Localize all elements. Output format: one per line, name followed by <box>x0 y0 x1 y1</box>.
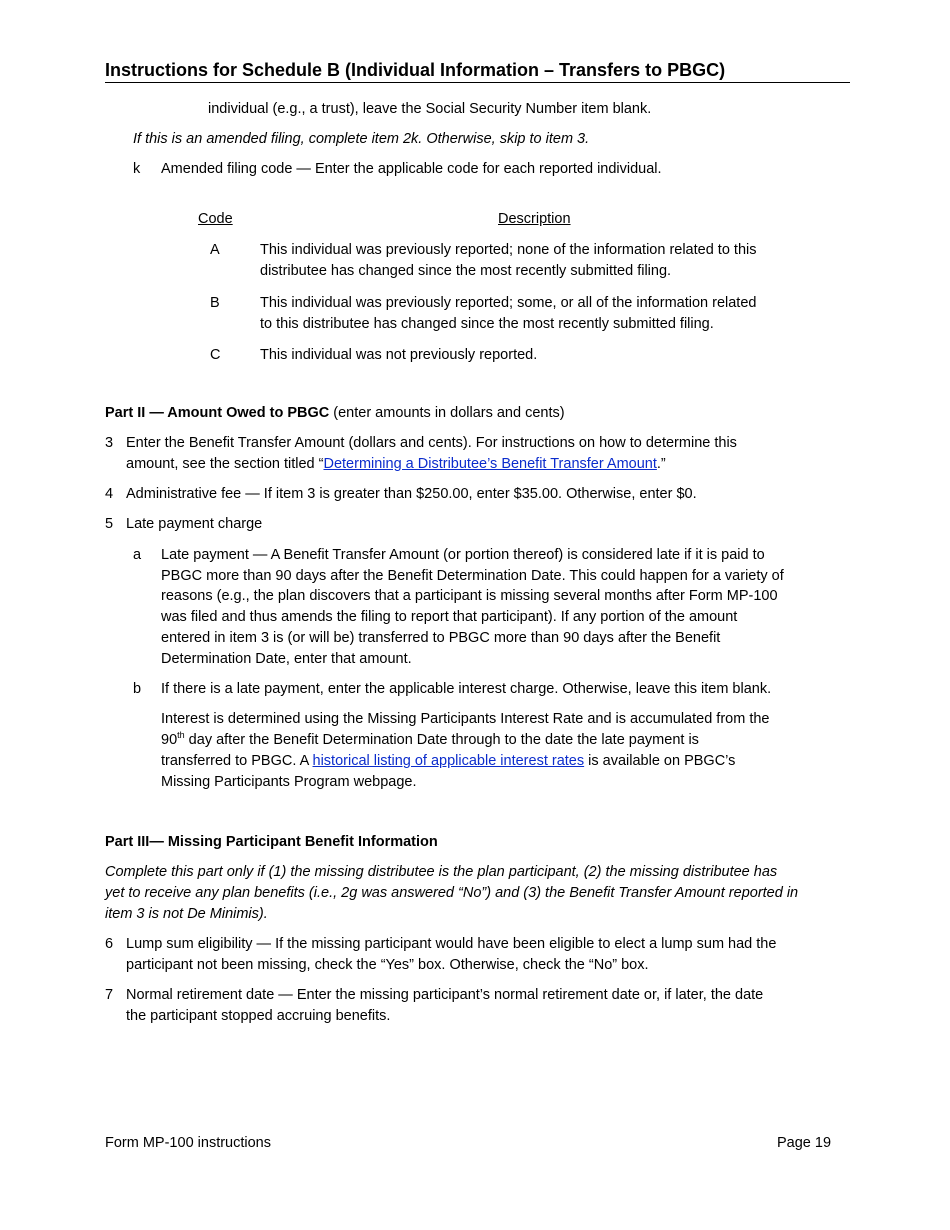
item3-number: 3 <box>105 435 114 451</box>
item5a-line3: reasons (e.g., the plan discovers that a participant is missing several months after Form MP-100 <box>161 588 778 604</box>
part3-title: Part III— Missing Participant Benefit Information <box>105 834 438 850</box>
interest-para-90: 90 <box>161 732 178 748</box>
item5a-line6: Determination Date, enter that amount. <box>161 651 412 667</box>
part3-intro-line3: item 3 is not De Minimis). <box>105 906 268 922</box>
part3-intro-line1: Complete this part only if (1) the missing distributee is the plan participant, (2) the missing distributee has <box>105 864 778 880</box>
item5-text: Late payment charge <box>126 516 263 532</box>
item5b-text: If there is a late payment, enter the applicable interest charge. Otherwise, leave this item blank. <box>161 681 772 697</box>
part2-heading <box>105 403 565 424</box>
item5a-line4: was filed and thus amends the filing to report that participant). If any portion of the amount <box>161 609 738 625</box>
interest-para-line1: Interest is determined using the Missing Participants Interest Rate and is accumulated from the <box>161 711 770 727</box>
item3-line2 <box>126 454 666 475</box>
footer-form-name: Form MP-100 instructions <box>105 1135 271 1151</box>
item5b-letter: b <box>133 681 142 697</box>
code-column-header: Code <box>198 211 233 227</box>
item5a-line1: Late payment — A Benefit Transfer Amount (or portion thereof) is considered late if it is paid to <box>161 547 765 563</box>
page-header-title: Instructions for Schedule B (Individual Information – Transfers to PBGC) <box>105 59 850 83</box>
item6-line2: participant not been missing, check the “Yes” box. Otherwise, check the “No” box. <box>126 957 649 973</box>
item-k-text: Amended filing code — Enter the applicable code for each reported individual. <box>161 161 662 177</box>
code-b-desc-line1: This individual was previously reported; some, or all of the information related <box>260 295 757 311</box>
item5a-line5: entered in item 3 is (or will be) transferred to PBGC more than 90 days after the Benefit <box>161 630 721 646</box>
item3-line2-post: .” <box>656 456 666 472</box>
code-a: A <box>210 242 220 258</box>
interest-para-th: th <box>177 730 185 741</box>
item4-number: 4 <box>105 486 114 502</box>
item3-line1: Enter the Benefit Transfer Amount (dollars and cents). For instructions on how to determine this <box>126 435 737 451</box>
interest-para-line2 <box>161 730 699 751</box>
code-c-desc-line1: This individual was not previously reported. <box>260 347 538 363</box>
interest-para-line2-rest: day after the Benefit Determination Date through to the date the late payment is <box>184 732 699 748</box>
code-a-desc-line1: This individual was previously reported; none of the information related to this <box>260 242 757 258</box>
interest-para-line3-pre: transferred to PBGC. A <box>161 753 313 769</box>
item6-number: 6 <box>105 936 114 952</box>
item7-line2: the participant stopped accruing benefits. <box>126 1008 391 1024</box>
continued-line: individual (e.g., a trust), leave the Social Security Number item blank. <box>208 101 652 117</box>
code-b-desc-line2: to this distributee has changed since the most recently submitted filing. <box>260 316 714 332</box>
interest-para-line3-post: is available on PBGC’s <box>584 753 736 769</box>
item6-line1: Lump sum eligibility — If the missing participant would have been eligible to elect a lump sum had the <box>126 936 777 952</box>
item5a-letter: a <box>133 547 142 563</box>
item5a-line2: PBGC more than 90 days after the Benefit Determination Date. This could happen for a variety of <box>161 568 784 584</box>
code-b: B <box>210 295 220 311</box>
code-c: C <box>210 347 221 363</box>
interest-rates-link[interactable]: historical listing of applicable interest rates <box>312 753 585 769</box>
item-k-letter: k <box>133 161 141 177</box>
part2-title: Part II — Amount Owed to PBGC <box>105 405 330 421</box>
benefit-transfer-amount-link[interactable]: Determining a Distributee’s Benefit Transfer Amount <box>323 456 657 472</box>
footer-page-number: Page 19 <box>777 1135 832 1151</box>
part3-intro-line2: yet to receive any plan benefits (i.e., 2g was answered “No”) and (3) the Benefit Transfer Amount reported in <box>105 885 799 901</box>
part2-subtitle: (enter amounts in dollars and cents) <box>329 405 565 421</box>
item4-text: Administrative fee — If item 3 is greater than $250.00, enter $35.00. Otherwise, enter $0. <box>126 486 697 502</box>
item3-line2-pre: amount, see the section titled “ <box>126 456 324 472</box>
description-column-header: Description <box>498 211 571 227</box>
item7-number: 7 <box>105 987 114 1003</box>
interest-para-line3 <box>161 751 735 772</box>
interest-para-line4: Missing Participants Program webpage. <box>161 774 417 790</box>
amended-filing-note: If this is an amended filing, complete item 2k. Otherwise, skip to item 3. <box>133 131 590 147</box>
item7-line1: Normal retirement date — Enter the missing participant’s normal retirement date or, if later, the date <box>126 987 764 1003</box>
item5-number: 5 <box>105 516 114 532</box>
code-a-desc-line2: distributee has changed since the most recently submitted filing. <box>260 263 672 279</box>
